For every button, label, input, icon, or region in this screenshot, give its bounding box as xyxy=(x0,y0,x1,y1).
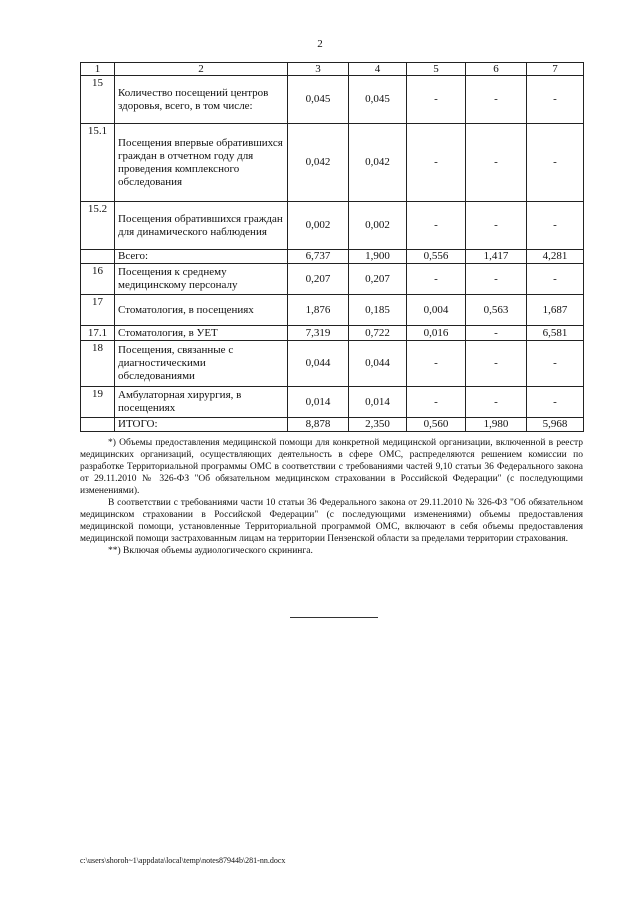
cell-col3: 0,207 xyxy=(288,264,349,295)
cell-col7: - xyxy=(527,76,584,124)
file-path: c:\users\shoroh~1\appdata\local\temp\notes87944b\281-nn.docx xyxy=(80,856,286,865)
cell-col3: 0,045 xyxy=(288,76,349,124)
separator-line xyxy=(290,617,378,618)
cell-col5: - xyxy=(407,124,466,202)
row-number: 15.2 xyxy=(81,202,115,250)
cell-col3: 0,044 xyxy=(288,341,349,387)
table-row xyxy=(81,341,584,387)
cell-col6: - xyxy=(466,124,527,202)
cell-col5: - xyxy=(407,341,466,387)
cell-col4: 2,350 xyxy=(349,418,407,432)
cell-col6: - xyxy=(466,202,527,250)
row-number: 19 xyxy=(81,387,115,418)
cell-col3: 8,878 xyxy=(288,418,349,432)
cell-col7: - xyxy=(527,124,584,202)
cell-col5: 0,556 xyxy=(407,250,466,264)
footnotes xyxy=(80,437,583,557)
cell-col6: 0,563 xyxy=(466,295,527,326)
table-row xyxy=(81,295,584,326)
row-number xyxy=(81,418,115,432)
cell-col7: - xyxy=(527,387,584,418)
header-cell: 5 xyxy=(407,63,466,76)
cell-col5: 0,004 xyxy=(407,295,466,326)
row-name: Амбулаторная хирургия, в посещениях xyxy=(115,387,288,418)
footnote-2: В соответствии с требованиями части 10 статьи 36 Федерального закона от 29.11.2010 № 326-ФЗ "Об обязательном медицинском страховании в Российской Федерации" (с последующими изменениями) объемы предоставления медицинской помощи, установленные Территориальной программой ОМС, включают в себя объемы предоставления медицинской помощи застрахованным лицам на территории Пензенской области за пределами территории страхования. xyxy=(80,498,583,544)
row-name: Стоматология, в посещениях xyxy=(115,295,288,326)
header-cell: 3 xyxy=(288,63,349,76)
cell-col4: 0,207 xyxy=(349,264,407,295)
row-number: 17 xyxy=(81,295,115,326)
cell-col6: - xyxy=(466,326,527,341)
cell-col6: - xyxy=(466,264,527,295)
header-cell: 7 xyxy=(527,63,584,76)
table-row xyxy=(81,124,584,202)
cell-col4: 0,722 xyxy=(349,326,407,341)
cell-col7: - xyxy=(527,341,584,387)
row-name: Количество посещений центров здоровья, всего, в том числе: xyxy=(115,76,288,124)
header-cell: 1 xyxy=(81,63,115,76)
row-name: Посещения к среднему медицинскому персоналу xyxy=(115,264,288,295)
cell-col7: - xyxy=(527,202,584,250)
cell-col7: 5,968 xyxy=(527,418,584,432)
row-number xyxy=(81,250,115,264)
cell-col4: 0,045 xyxy=(349,76,407,124)
header-cell: 4 xyxy=(349,63,407,76)
row-name: Посещения обратившихся граждан для динамического наблюдения xyxy=(115,202,288,250)
cell-col4: 0,042 xyxy=(349,124,407,202)
row-number: 17.1 xyxy=(81,326,115,341)
cell-col4: 1,900 xyxy=(349,250,407,264)
header-cell: 6 xyxy=(466,63,527,76)
cell-col6: - xyxy=(466,76,527,124)
row-name: Посещения впервые обратившихся граждан в отчетном году для проведения комплексного обследования xyxy=(115,124,288,202)
total-label: ИТОГО: xyxy=(115,418,288,432)
cell-col5: - xyxy=(407,264,466,295)
row-number: 18 xyxy=(81,341,115,387)
volume-table xyxy=(80,62,584,432)
cell-col7: 4,281 xyxy=(527,250,584,264)
footnote-1: *) Объемы предоставления медицинской помощи для конкретной медицинской организации, включенной в реестр медицинских организаций, осуществляющих деятельность в сфере ОМС, распределяются решением комиссии по разработке Территориальной программы ОМС в соответствии с требованиями частей 9,10 статьи 36 Федерального закона от 29.11.2010 № 326-ФЗ "Об обязательном медицинском страховании в Российской Федерации" (с последующими изменениями). xyxy=(80,438,583,496)
cell-col3: 0,014 xyxy=(288,387,349,418)
cell-col4: 0,014 xyxy=(349,387,407,418)
table-row xyxy=(81,326,584,341)
total-row xyxy=(81,418,584,432)
cell-col7: 6,581 xyxy=(527,326,584,341)
cell-col5: 0,560 xyxy=(407,418,466,432)
table-row xyxy=(81,202,584,250)
cell-col4: 0,044 xyxy=(349,341,407,387)
cell-col5: 0,016 xyxy=(407,326,466,341)
row-name: Посещения, связанные с диагностическими обследованиями xyxy=(115,341,288,387)
table-row xyxy=(81,387,584,418)
cell-col6: 1,417 xyxy=(466,250,527,264)
row-number: 16 xyxy=(81,264,115,295)
table-row xyxy=(81,264,584,295)
cell-col6: - xyxy=(466,387,527,418)
subtotal-row xyxy=(81,250,584,264)
header-cell: 2 xyxy=(115,63,288,76)
cell-col3: 0,002 xyxy=(288,202,349,250)
row-name: Стоматология, в УЕТ xyxy=(115,326,288,341)
cell-col5: - xyxy=(407,202,466,250)
cell-col3: 6,737 xyxy=(288,250,349,264)
cell-col3: 7,319 xyxy=(288,326,349,341)
cell-col3: 1,876 xyxy=(288,295,349,326)
cell-col5: - xyxy=(407,76,466,124)
row-number: 15.1 xyxy=(81,124,115,202)
cell-col5: - xyxy=(407,387,466,418)
table-header-row xyxy=(81,63,584,76)
cell-col4: 0,185 xyxy=(349,295,407,326)
cell-col7: 1,687 xyxy=(527,295,584,326)
page-number: 2 xyxy=(317,38,323,50)
cell-col6: 1,980 xyxy=(466,418,527,432)
table-row xyxy=(81,76,584,124)
cell-col3: 0,042 xyxy=(288,124,349,202)
footnote-3: **) Включая объемы аудиологического скрининга. xyxy=(108,546,313,556)
cell-col7: - xyxy=(527,264,584,295)
cell-col4: 0,002 xyxy=(349,202,407,250)
cell-col6: - xyxy=(466,341,527,387)
subtotal-label: Всего: xyxy=(115,250,288,264)
row-number: 15 xyxy=(81,76,115,124)
